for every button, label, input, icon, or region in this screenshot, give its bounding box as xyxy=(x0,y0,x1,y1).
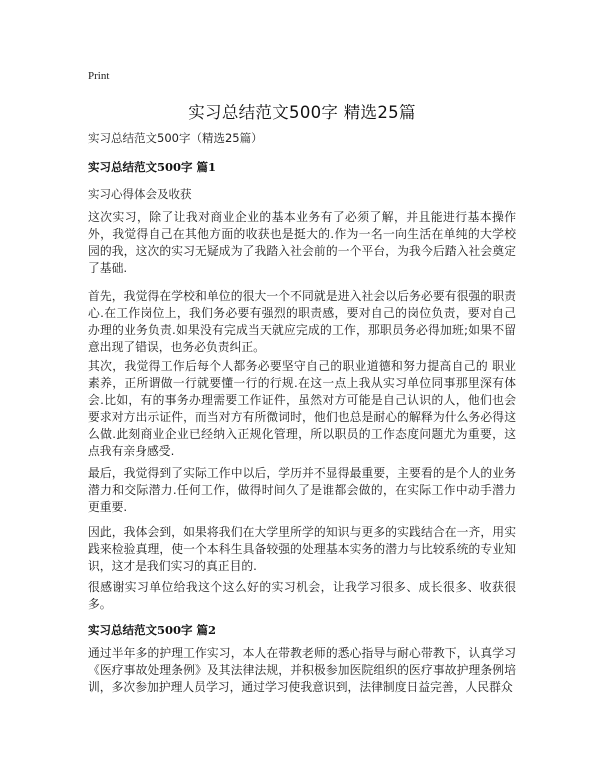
paragraph-3: 其次，我觉得工作后每个人都务必要坚守自己的职业道德和努力提高自己的 职业素养，正所谓做一行就要懂一行的行规.在这一点上我从实习单位同事那里深有体会.比如，有的事务办理需要工作证件，虽然对方可能是自己认识的人，他们也会要求对方出示证件，而当对方有所微词时，他们也总是耐心的解释为什么务必得这么做.此刻商业企业已经纳入正规化管理，所以职员的工作态度问题尤为重要，这点我有亲身感受. xyxy=(88,359,516,458)
section-heading-2: 实习总结范文500字 篇2 xyxy=(88,623,217,637)
paragraph-4: 最后，我觉得到了实际工作中以后，学历并不显得最重要，主要看的是个人的业务潜力和交际潜力.任何工作，做得时间久了是谁都会做的，在实际工作中动手潜力更重要. xyxy=(88,466,516,514)
paragraph-7: 通过半年多的护理工作实习，本人在带教老师的悉心指导与耐心带教下，认真学习《医疗事故处理条例》及其法律法规，并积极参加医院组织的医疗事故护理条例培训，多次参加护理人员学习，通过学习使我意识到，法律制度日益完善，人民群众 xyxy=(88,646,516,694)
paragraph-5: 因此，我体会到，如果将我们在大学里所学的知识与更多的实践结合在一齐，用实践来检验真理，使一个本科生具备较强的处理基本实务的潜力与比较系统的专业知识，这才是我们实习的真正目的. xyxy=(88,525,516,573)
paragraph-2: 首先，我觉得在学校和单位的很大一个不同就是进入社会以后务必要有很强的职责心.在工作岗位上，我们务必要有强烈的职责感，要对自己的岗位负责，要对自己办理的业务负责.如果没有完成当天就应完成的工作，那职员务必得加班;如果不留意出现了错误，也务必负责纠正。 xyxy=(88,289,516,354)
paragraph-1: 这次实习，除了让我对商业企业的基本业务有了必须了解，并且能进行基本操作外，我觉得自己在其他方面的收获也是挺大的.作为一名一向生活在单纯的大学校园的我，这次的实习无疑成为了我踏入社会前的一个平台，为我今后踏入社会奠定了基础. xyxy=(88,210,516,275)
section-heading-1: 实习总结范文500字 篇1 xyxy=(88,160,217,174)
document-title: 实习总结范文500字 精选25篇 xyxy=(188,103,416,122)
document-subtitle: 实习总结范文500字（精选25篇） xyxy=(88,131,263,145)
print-link[interactable]: Print xyxy=(88,70,110,82)
paragraph-6: 很感谢实习单位给我这个这么好的实习机会，让我学习很多、成长很多、收获很多。 xyxy=(88,580,516,611)
section-intro: 实习心得体会及收获 xyxy=(88,187,192,201)
